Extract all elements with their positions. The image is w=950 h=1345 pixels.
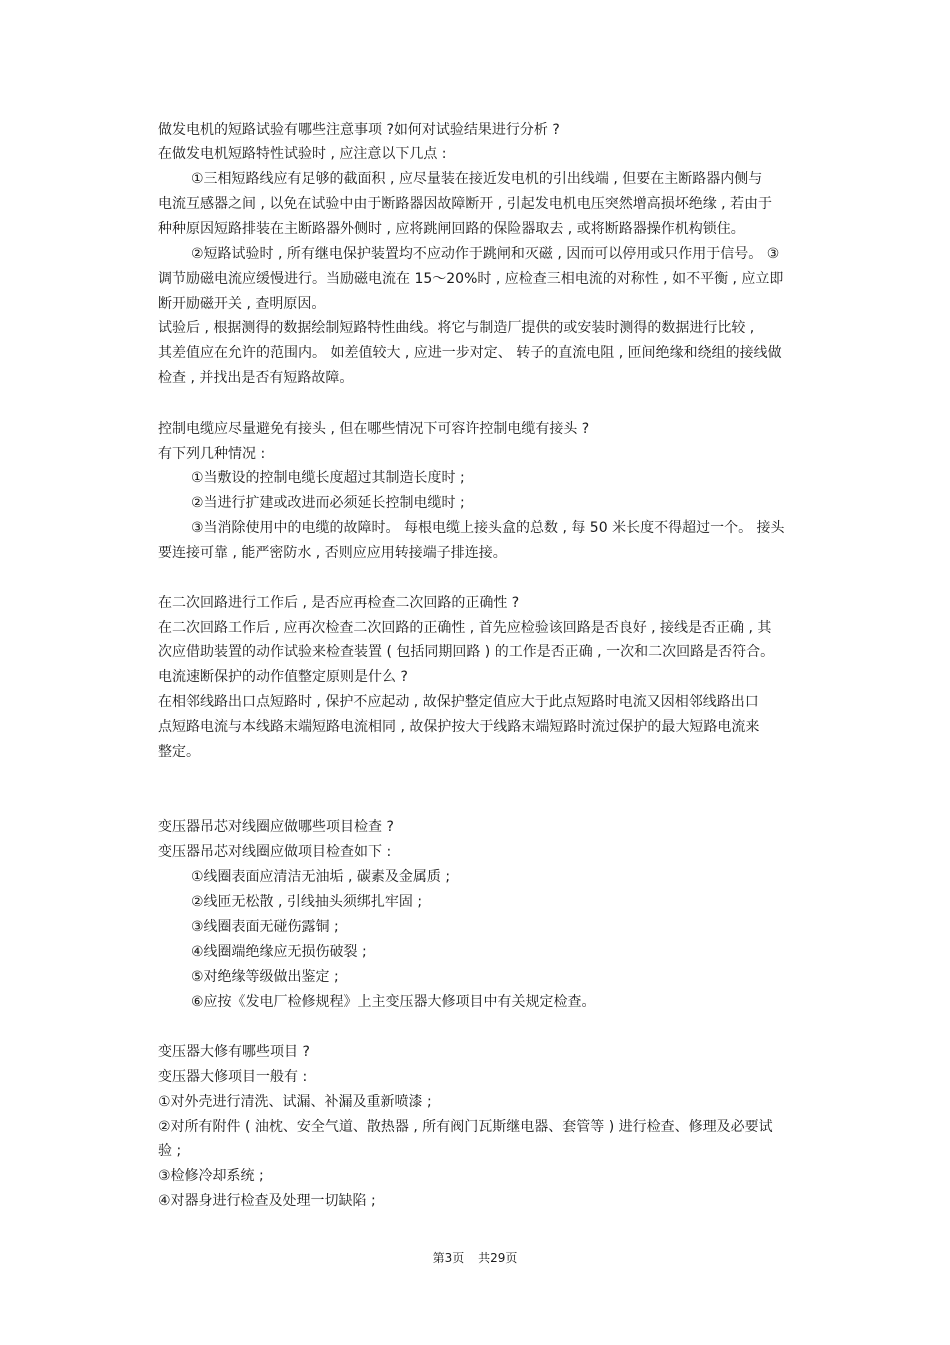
list-item: ④线圈端绝缘应无损伤破裂 ; <box>191 944 367 960</box>
question-heading: 电流速断保护的动作值整定原则是什么 ? <box>158 669 408 685</box>
answer-text: 整定。 <box>158 744 200 760</box>
question-heading: 控制电缆应尽量避免有接头 , 但在哪些情况下可容许控制电缆有接头 ? <box>158 421 590 437</box>
question-heading: 做发电机的短路试验有哪些注意事项 ?如何对试验结果进行分析 ? <box>158 122 560 138</box>
list-item: ②当进行扩建或改进而必须延长控制电缆时 ; <box>191 495 465 511</box>
list-item: ⑤对绝缘等级做出鉴定 ; <box>191 969 339 985</box>
answer-text: 其差值应在允许的范围内。 如差值较大 , 应进一步对定、 转子的直流电阻 , 匝间绝缘和绕组的接线做 <box>158 345 782 361</box>
answer-text: 有下列几种情况 : <box>158 446 266 462</box>
page-number: 第3页 <box>432 1251 465 1265</box>
answer-text: 在做发电机短路特性试验时 , 应注意以下几点 : <box>158 146 447 162</box>
list-item-continued: 验 ; <box>158 1143 182 1159</box>
answer-text: 电流互感器之间 , 以免在试验中由于断路器因故障断开 , 引起发电机电压突然增高损坏绝缘 , 若由于 <box>158 196 773 212</box>
answer-text: 点短路电流与本线路末端短路电流相同 , 故保护按大于线路末端短路时流过保护的最大短路电流来 <box>158 719 760 735</box>
answer-text: 变压器吊芯对线圈应做项目检查如下 : <box>158 844 392 860</box>
answer-text: 要连接可靠 , 能严密防水 , 否则应应用转接端子排连接。 <box>158 545 507 561</box>
list-item: ③检修冷却系统 ; <box>158 1168 264 1184</box>
answer-text: 试验后 , 根据测得的数据绘制短路特性曲线。将它与制造厂提供的或安装时测得的数据进行比较 , <box>158 320 755 336</box>
list-item: ②线匝无松散 , 引线抽头须绑扎牢固 ; <box>191 894 423 910</box>
list-item: ④对器身进行检查及处理一切缺陷 ; <box>158 1193 376 1209</box>
answer-text: 检查 , 并找出是否有短路故障。 <box>158 370 354 386</box>
list-item: ②对所有附件 ( 油枕、安全气道、散热器 , 所有阀门瓦斯继电器、套管等 ) 进行检查、修理及必要试 <box>158 1119 773 1135</box>
answer-text: 调节励磁电流应缓慢进行。当励磁电流在 15～20%时 , 应检查三相电流的对称性 , 如不平衡 , 应立即 <box>158 271 784 287</box>
page-footer <box>0 1250 950 1266</box>
answer-text: 在相邻线路出口点短路时 , 保护不应起动 , 故保护整定值应大于此点短路时电流又因相邻线路出口 <box>158 694 759 710</box>
question-heading: 在二次回路进行工作后 , 是否应再检查二次回路的正确性 ? <box>158 595 520 611</box>
answer-text: ①三相短路线应有足够的截面积 , 应尽量装在接近发电机的引出线端 , 但要在主断路器内侧与 <box>191 171 763 187</box>
list-item: ③线圈表面无碰伤露铜 ; <box>191 919 339 935</box>
list-item: ①线圈表面应清洁无油垢 , 碳素及金属质 ; <box>191 869 451 885</box>
answer-text: 次应借助装置的动作试验来检查装置 ( 包括同期回路 ) 的工作是否正确 , 一次和二次回路是否符合。 <box>158 644 775 660</box>
answer-text: 变压器大修项目一般有 : <box>158 1069 308 1085</box>
list-item: ③当消除使用中的电缆的故障时。 每根电缆上接头盒的总数 , 每 50 米长度不得超过一个。 接头 <box>191 520 785 536</box>
answer-text: ②短路试验时 , 所有继电保护装置均不应动作于跳闸和灭磁 , 因而可以停用或只作用于信号。 ③ <box>191 246 780 262</box>
question-heading: 变压器吊芯对线圈应做哪些项目检查 ? <box>158 819 394 835</box>
list-item: ①当敷设的控制电缆长度超过其制造长度时 ; <box>191 470 465 486</box>
page-total: 共29页 <box>478 1251 518 1265</box>
question-heading: 变压器大修有哪些项目 ? <box>158 1044 310 1060</box>
list-item: ①对外壳进行清洗、试漏、补漏及重新喷漆 ; <box>158 1094 432 1110</box>
answer-text: 断开励磁开关 , 查明原因。 <box>158 296 326 312</box>
answer-text: 种种原因短路排装在主断路器外侧时 , 应将跳闸回路的保险器取去 , 或将断路器操作机构锁住。 <box>158 221 745 237</box>
answer-text: 在二次回路工作后 , 应再次检查二次回路的正确性 , 首先应检验该回路是否良好 , 接线是否正确 , 其 <box>158 620 772 636</box>
list-item: ⑥应按《发电厂检修规程》上主变压器大修项目中有关规定检查。 <box>191 994 596 1010</box>
